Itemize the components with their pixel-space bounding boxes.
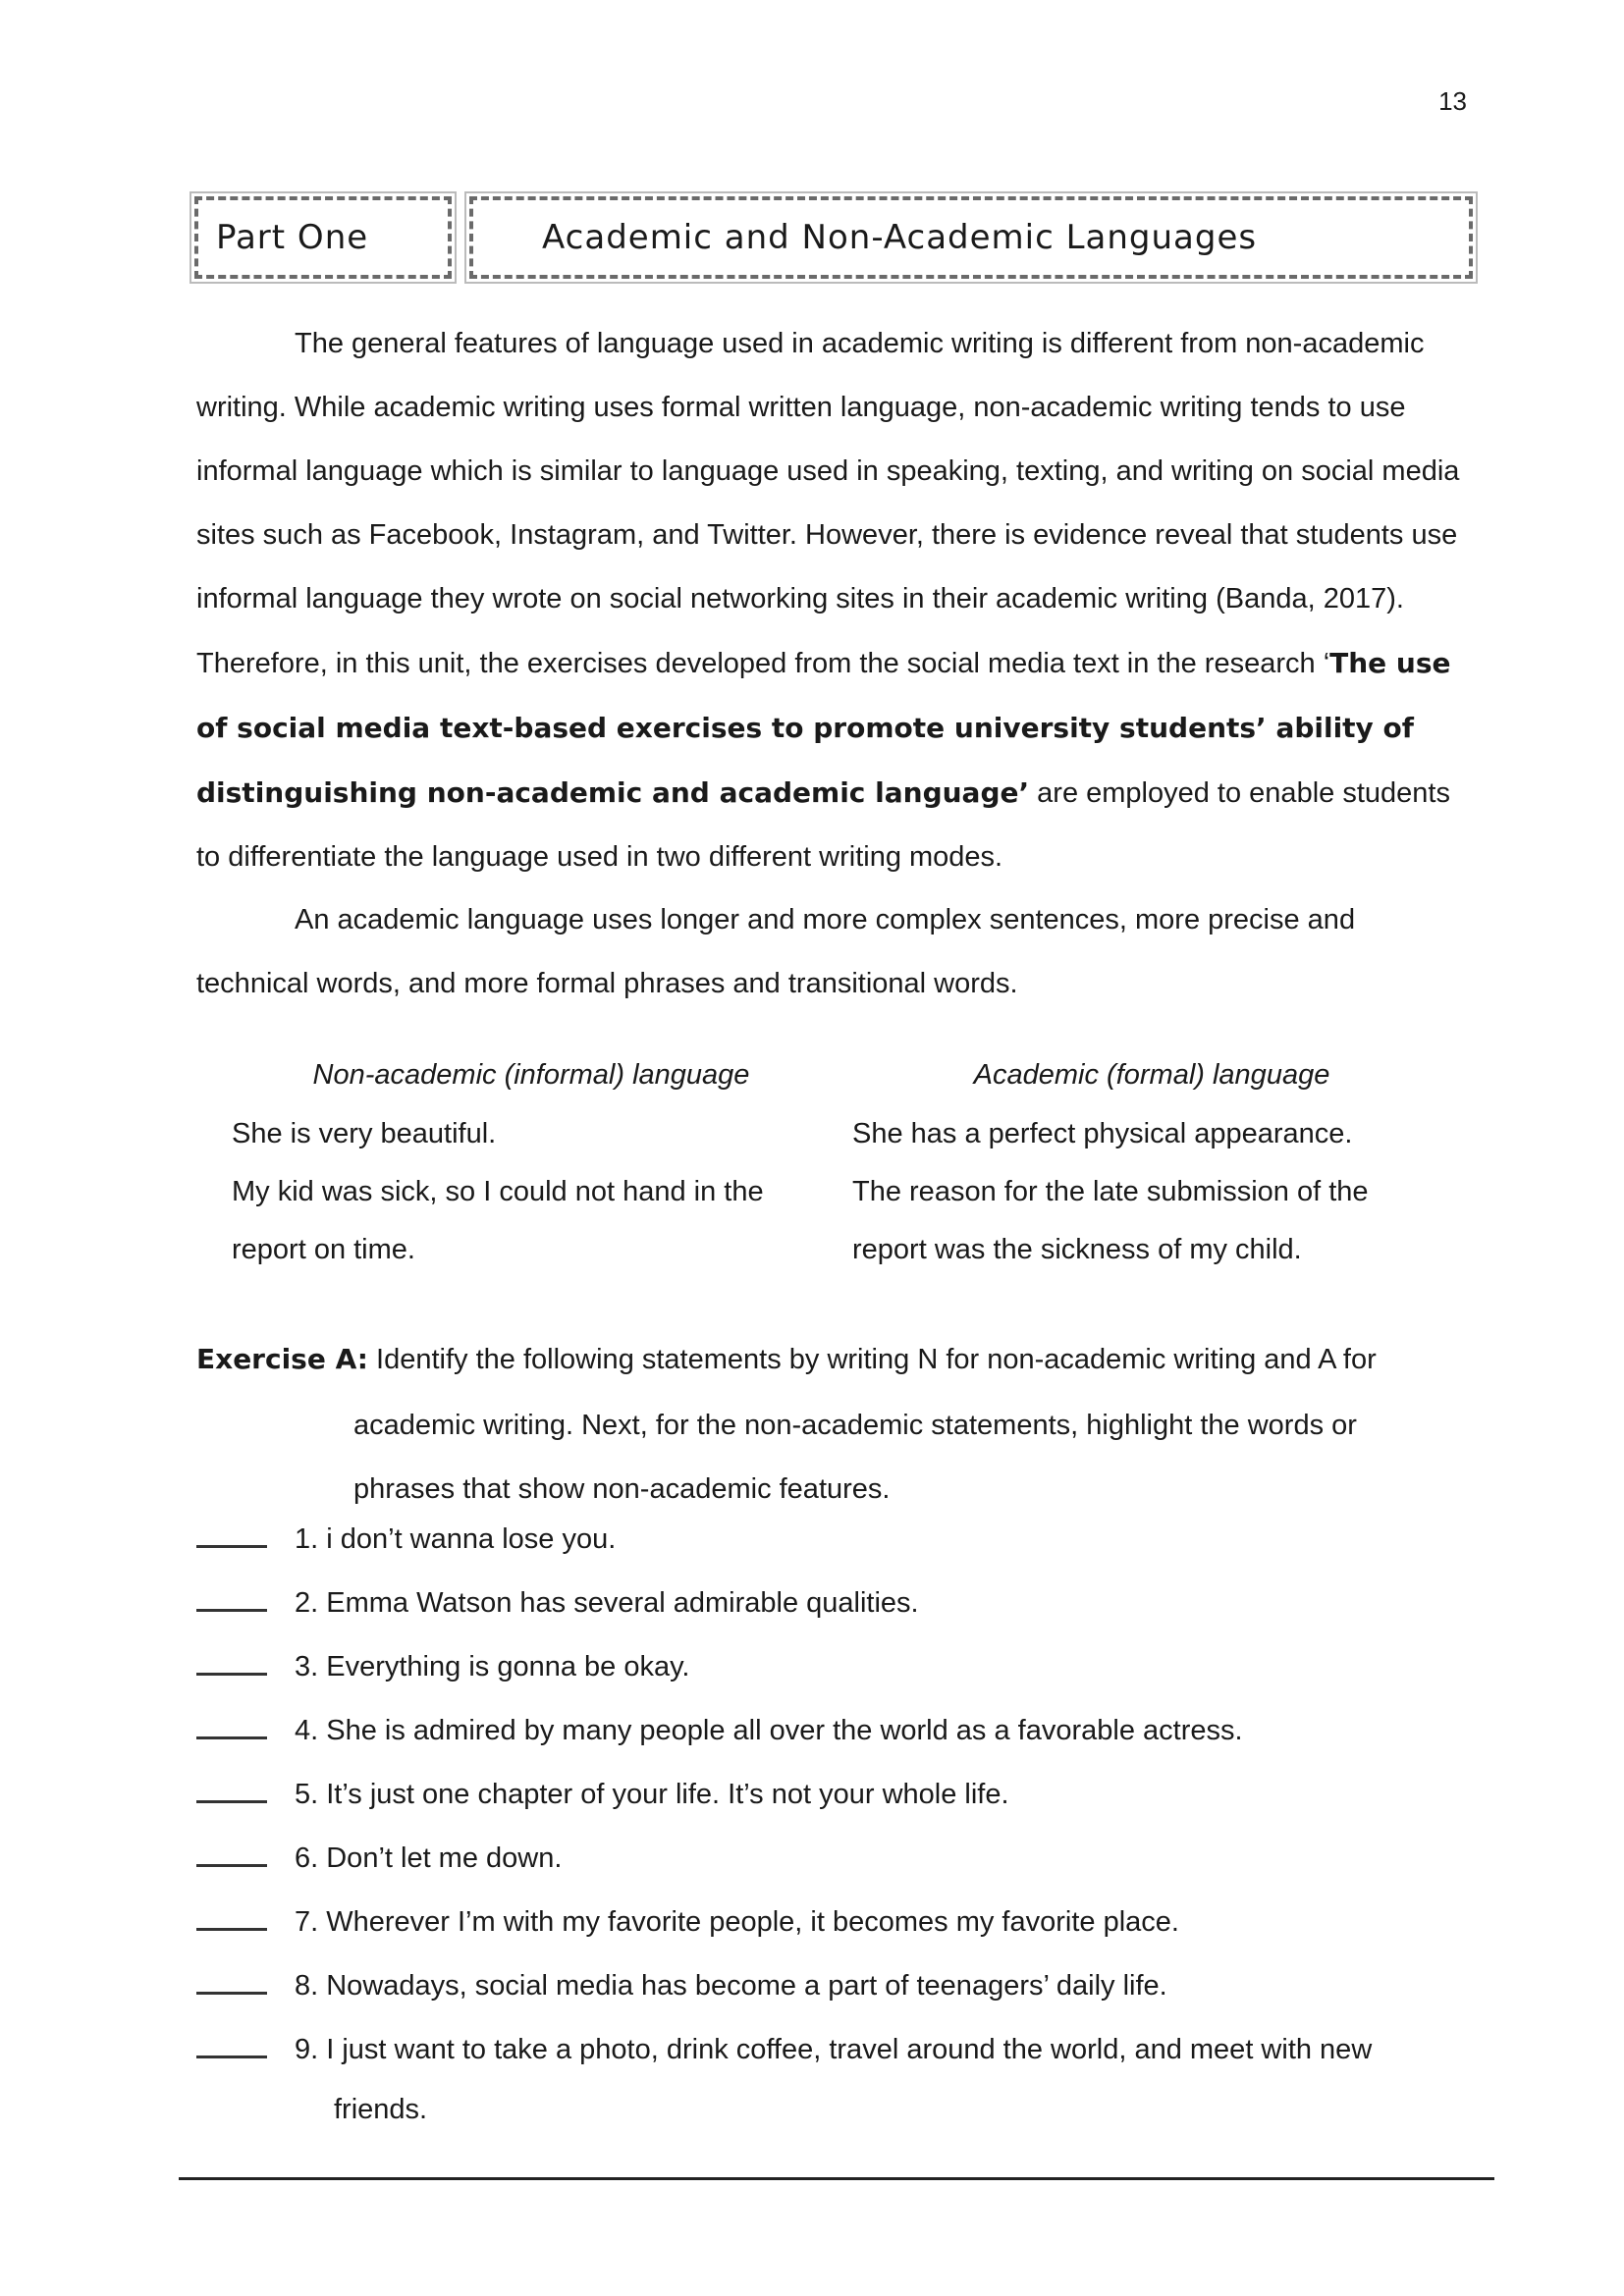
exercise-instruction-line-3: phrases that show non-academic features. <box>353 1473 891 1505</box>
section-title: Academic and Non-Academic Languages <box>542 218 1258 257</box>
exercise-item <box>196 1827 1473 1891</box>
answer-blank[interactable] <box>196 1842 267 1867</box>
academic-heading: Academic (formal) language <box>973 1059 1330 1091</box>
exercise-list <box>196 1508 1473 2137</box>
exercise-label: Exercise A: <box>196 1343 368 1375</box>
answer-blank[interactable] <box>196 2034 267 2058</box>
intro-paragraph-2: An academic language uses longer and more complex sentences, more precise and technical words, and more formal phrases and transitional words. <box>196 904 1356 999</box>
bottom-rule <box>179 2177 1494 2180</box>
exercise-statement-cont: friends. <box>334 2094 428 2125</box>
non-academic-example-1: She is very beautiful. <box>232 1118 497 1149</box>
answer-blank[interactable] <box>196 1779 267 1803</box>
non-academic-heading: Non-academic (informal) language <box>312 1059 750 1091</box>
non-academic-example-2: My kid was sick, so I could not hand in the <box>232 1176 764 1207</box>
exercise-statement: 4. She is admired by many people all over the world as a favorable actress. <box>295 1715 1243 1746</box>
exercise-item-continuation <box>196 2082 1473 2137</box>
exercise-statement: 1. i don’t wanna lose you. <box>295 1523 617 1555</box>
part-label: Part One <box>216 218 369 257</box>
section-title-box <box>469 196 1473 279</box>
exercise-statement: 7. Wherever I’m with my favorite people, it becomes my favorite place. <box>295 1906 1179 1938</box>
exercise-item <box>196 1763 1473 1827</box>
exercise-item <box>196 1508 1473 1572</box>
intro-text: The general features of language used in academic writing is different from non-academic writing. While academic writing uses formal written language, non-academic writing tends to use informal language which is similar to language used in speaking, texting, and writing on social media sites such as Facebook, Instagram, and Twitter. However, there is evidence reveal that students use informal language they wrote on social networking sites in their academic writing (Banda, 2017). Therefore, in this unit, the exercises developed from the social media text in the research ‘ <box>196 328 1460 679</box>
exercise-item <box>196 1635 1473 1699</box>
non-academic-example-2-cont: report on time. <box>232 1234 415 1265</box>
exercise-statement: 6. Don’t let me down. <box>295 1842 563 1874</box>
answer-blank[interactable] <box>196 1715 267 1739</box>
exercise-instruction: Identify the following statements by writing N for non-academic writing and A for <box>376 1344 1377 1375</box>
answer-blank[interactable] <box>196 1587 267 1612</box>
answer-blank[interactable] <box>196 1970 267 1995</box>
research-title: The use of social media text-based exercises to promote university students’ ability of distinguishing non-academic and academic language’ <box>196 647 1451 809</box>
academic-example-1: She has a perfect physical appearance. <box>852 1118 1353 1149</box>
exercise-item <box>196 2018 1473 2082</box>
exercise-statement: 8. Nowadays, social media has become a part of teenagers’ daily life. <box>295 1970 1167 2002</box>
exercise-item <box>196 1699 1473 1763</box>
exercise-item <box>196 1572 1473 1635</box>
answer-blank[interactable] <box>196 1523 267 1548</box>
exercise-statement: 5. It’s just one chapter of your life. It’s not your whole life. <box>295 1779 1009 1810</box>
academic-example-2-cont: report was the sickness of my child. <box>852 1234 1302 1265</box>
exercise-statement: 2. Emma Watson has several admirable qualities. <box>295 1587 919 1619</box>
answer-blank[interactable] <box>196 1651 267 1676</box>
intro-paragraph-1 <box>196 312 1473 889</box>
intro-text-end: are employed to enable students to differentiate the language used in two different writing modes. <box>196 777 1450 873</box>
academic-example-2: The reason for the late submission of the <box>852 1176 1369 1207</box>
answer-blank[interactable] <box>196 1906 267 1931</box>
part-label-box <box>194 196 452 279</box>
page-number: 13 <box>1438 86 1467 116</box>
exercise-instruction-line-2: academic writing. Next, for the non-academic statements, highlight the words or <box>353 1410 1357 1441</box>
exercise-instruction-line-1 <box>196 1330 1377 1389</box>
exercise-statement: 9. I just want to take a photo, drink coffee, travel around the world, and meet with new <box>295 2034 1373 2065</box>
exercise-statement: 3. Everything is gonna be okay. <box>295 1651 690 1682</box>
exercise-item <box>196 1891 1473 1954</box>
exercise-item <box>196 1954 1473 2018</box>
